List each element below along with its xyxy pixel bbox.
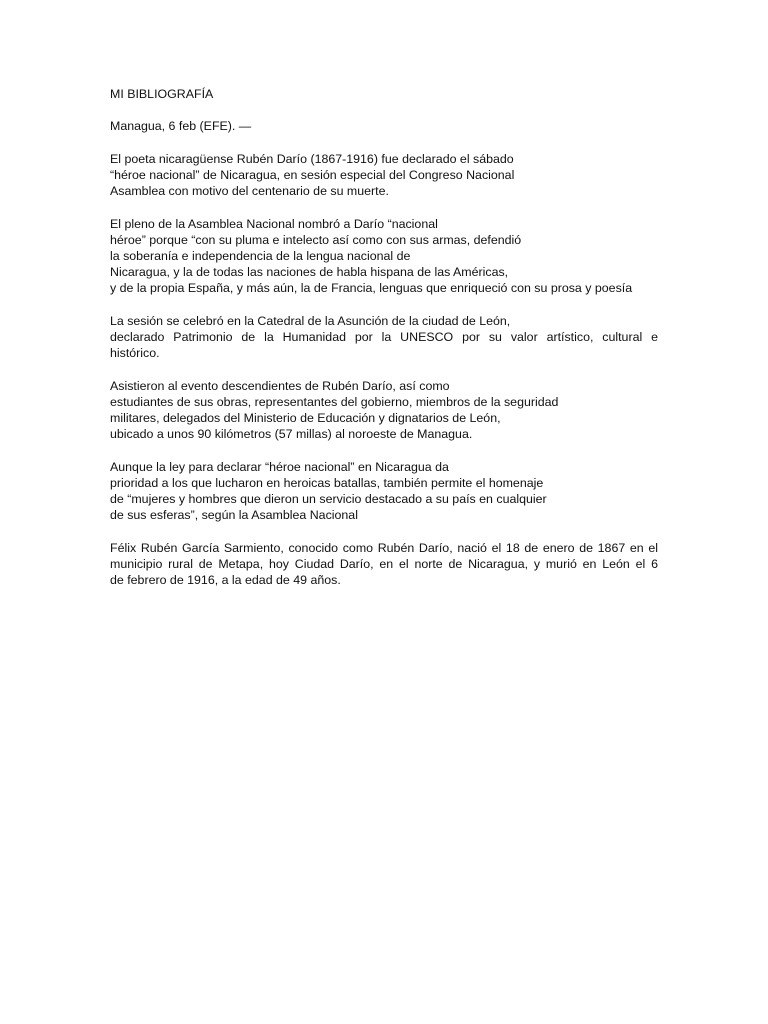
document-title: MI BIBLIOGRAFÍA xyxy=(110,87,214,101)
paragraph-declaration xyxy=(110,151,658,200)
paragraph-line: y de la propia España, y más aún, la de Francia, lenguas que enriqueció con su prosa y poesía xyxy=(110,281,633,296)
paragraph-line: histórico. xyxy=(110,346,160,361)
paragraph-line: de “mujeres y hombres que dieron un servicio destacado a su país en cualquier xyxy=(110,491,547,506)
dateline: Managua, 6 feb (EFE). — xyxy=(110,119,252,134)
paragraph-line: Aunque la ley para declarar “héroe nacional” en Nicaragua da xyxy=(110,459,449,474)
paragraph-line: militares, delegados del Ministerio de Educación y dignatarios de León, xyxy=(110,410,501,425)
paragraph-line: héroe” porque “con su pluma e intelecto así como con sus armas, defendió xyxy=(110,232,522,247)
paragraph-line: Asistieron al evento descendientes de Rubén Darío, así como xyxy=(110,378,450,393)
paragraph-line: Nicaragua, y la de todas las naciones de habla hispana de las Américas, xyxy=(110,265,509,280)
paragraph-line: estudiantes de sus obras, representantes del gobierno, miembros de la seguridad xyxy=(110,394,559,409)
paragraph-line: El pleno de la Asamblea Nacional nombró a Darío “nacional xyxy=(110,216,438,231)
paragraph-line: “héroe nacional” de Nicaragua, en sesión especial del Congreso Nacional xyxy=(110,167,515,182)
paragraph-line: declarado Patrimonio de la Humanidad por la UNESCO por su valor artístico, cultural e xyxy=(110,329,658,344)
paragraph-session xyxy=(110,313,658,362)
paragraph-line: de sus esferas”, según la Asamblea Nacional xyxy=(110,508,358,523)
document-page xyxy=(110,86,658,604)
paragraph-line: municipio rural de Metapa, hoy Ciudad Darío, en el norte de Nicaragua, y murió en León el 6 xyxy=(110,556,658,571)
paragraph-line: la soberanía e independencia de la lengua nacional de xyxy=(110,248,411,263)
paragraph-line: El poeta nicaragüense Rubén Darío (1867-1916) fue declarado el sábado xyxy=(110,151,514,166)
paragraph-line: ubicado a unos 90 kilómetros (57 millas) al noroeste de Managua. xyxy=(110,427,473,442)
paragraph-line: La sesión se celebró en la Catedral de la Asunción de la ciudad de León, xyxy=(110,313,511,328)
paragraph-line: prioridad a los que lucharon en heroicas batallas, también permite el homenaje xyxy=(110,475,544,490)
paragraph-biography xyxy=(110,540,658,589)
paragraph-assembly-reason xyxy=(110,216,658,297)
paragraph-line: Asamblea con motivo del centenario de su muerte. xyxy=(110,184,389,199)
paragraph-line: Félix Rubén García Sarmiento, conocido como Rubén Darío, nació el 18 de enero de 1867 en el xyxy=(110,540,658,555)
paragraph-line: de febrero de 1916, a la edad de 49 años. xyxy=(110,572,341,587)
paragraph-law xyxy=(110,459,658,524)
paragraph-attendees xyxy=(110,378,658,443)
